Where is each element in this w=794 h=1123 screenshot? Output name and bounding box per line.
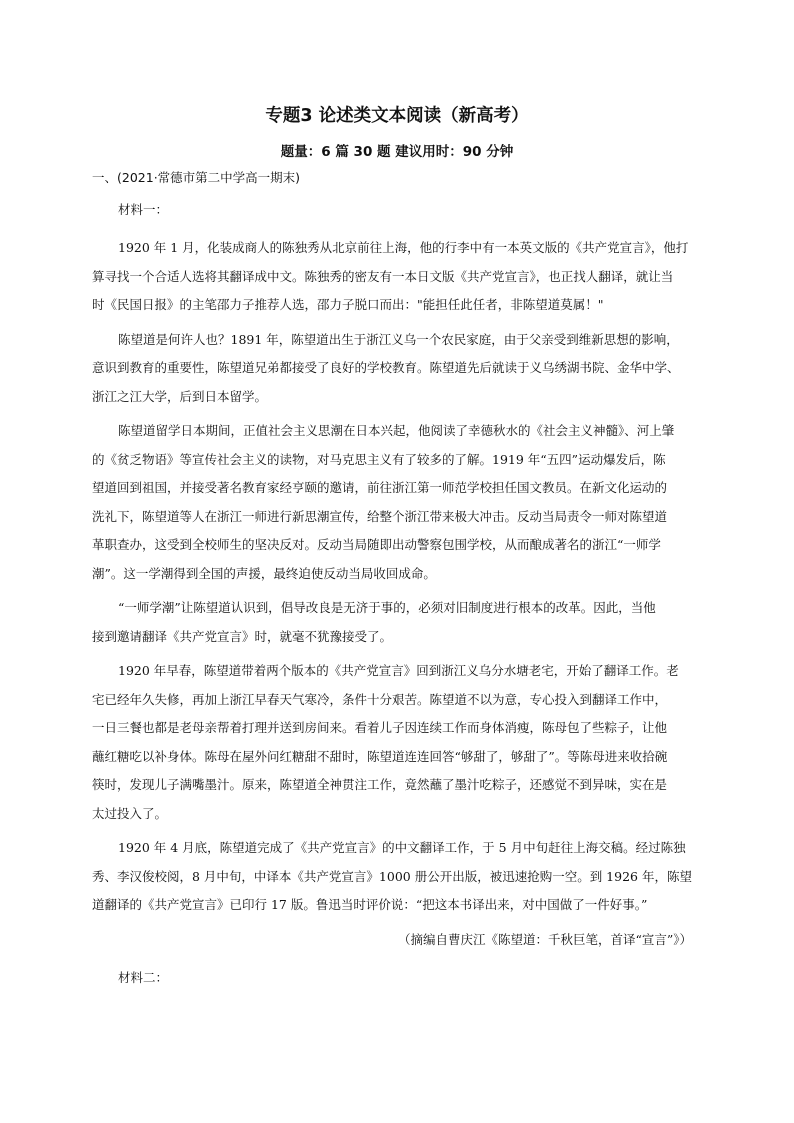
paragraph bbox=[92, 417, 702, 588]
text-line: 陈望道是何许人也？1891 年，陈望道出生于浙江义乌一个农民家庭，由于父亲受到维新思想的影响， bbox=[118, 331, 679, 347]
text-line: 秀、李汉俊校阅，8 月中旬，中译本《共产党宣言》1000 册公开出版，被迅速抢购一空。到 1926 年，陈望 bbox=[92, 868, 692, 884]
text-line: 一日三餐也都是老母亲帮着打理并送到房间来。看着儿子因连续工作而身体消瘦，陈母包了些粽子，让他 bbox=[92, 720, 668, 735]
question-heading: 一、(2021·常德市第二中学高一期末) bbox=[92, 170, 301, 185]
text-line: 洗礼下，陈望道等人在浙江一师进行新思潮宣传，给整个浙江带来极大冲击。反动当局责令一师对陈望道 bbox=[92, 508, 668, 524]
text-line: “一师学潮”让陈望道认识到，倡导改良是无济于事的，必须对旧制度进行根本的改革。因此，当他 bbox=[118, 600, 656, 615]
text-line: 1920 年 4 月底，陈望道完成了《共产党宣言》的中文翻译工作，于 5 月中旬赶往上海交稿。经过陈独 bbox=[118, 840, 686, 855]
text-line: 算寻找一个合适人选将其翻译成中文。陈独秀的密友有一本日文版《共产党宣言》，也正找人翻译，就让当 bbox=[92, 268, 674, 284]
text-line: 筷时，发现儿子满嘴墨汁。原来，陈望道全神贯注工作，竟然蘸了墨汁吃粽子，还感觉不到异味，实在是 bbox=[92, 777, 668, 792]
paragraph bbox=[92, 657, 702, 828]
text-line: 潮”。这一学潮得到全国的声援，最终迫使反动当局收回成命。 bbox=[92, 565, 436, 581]
text-line: 1920 年早春，陈望道带着两个版本的《共产党宣言》回到浙江义乌分水塘老宅，开始了翻译工作。老 bbox=[118, 663, 679, 678]
source-note: （摘编自曹庆江《陈望道：千秋巨笔，首译“宣言”》） bbox=[397, 931, 692, 947]
text-line: 时《民国日报》的主笔邵力子推荐人选，邵力子脱口而出："能担任此任者，非陈望道莫属！" bbox=[92, 297, 604, 312]
text-line: 宅已经年久失修，再加上浙江早春天气寒冷，条件十分艰苦。陈望道不以为意，专心投入到翻译工作中， bbox=[92, 691, 668, 707]
text-line: 接到邀请翻译《共产党宣言》时，就毫不犹豫接受了。 bbox=[92, 628, 393, 644]
material-one-body bbox=[92, 234, 702, 920]
text-line: 革职查办，这受到全校师生的坚决反对。反动当局随即出动警察包围学校，从而酿成著名的浙江“一师学 bbox=[92, 537, 661, 552]
paragraph bbox=[92, 326, 702, 412]
text-line: 望道回到祖国，并接受著名教育家经亨颐的邀请，前往浙江第一师范学校担任国文教员。在新文化运动的 bbox=[92, 480, 668, 495]
paragraph bbox=[92, 234, 702, 320]
text-line: 的《贫乏物语》等宣传社会主义的读物，对马克思主义有了较多的了解。1919 年“五四”运动爆发后，陈 bbox=[92, 451, 666, 467]
paragraph bbox=[92, 834, 702, 920]
paragraph bbox=[92, 594, 702, 651]
text-line: 1920 年 1 月，化装成商人的陈独秀从北京前往上海，他的行李中有一本英文版的《共产党宣言》，他打 bbox=[118, 240, 689, 255]
text-line: 意识到教育的重要性，陈望道兄弟都接受了良好的学校教育。陈望道先后就读于义乌绣湖书院、金华中学、 bbox=[92, 360, 680, 375]
document-subtitle: 题量：6 篇 30 题 建议用时：90 分钟 bbox=[280, 144, 514, 160]
material-two-label: 材料二： bbox=[118, 969, 169, 985]
text-line: 太过投入了。 bbox=[92, 805, 168, 821]
text-line: 蘸红糖吃以补身体。陈母在屋外问红糖甜不甜时，陈望道连连回答“够甜了，够甜了”。等陈母进来收拾碗 bbox=[92, 748, 668, 764]
text-line: 浙江之江大学，后到日本留学。 bbox=[92, 388, 268, 404]
text-line: 陈望道留学日本期间，正值社会主义思潮在日本兴起，他阅读了幸德秋水的《社会主义神髓》、河上肇 bbox=[118, 423, 675, 438]
material-one-label: 材料一： bbox=[118, 202, 169, 217]
document-title: 专题3 论述类文本阅读（新高考） bbox=[265, 106, 529, 126]
text-line: 道翻译的《共产党宣言》已印行 17 版。鲁迅当时评价说：“把这本书译出来，对中国做了一件好事。” bbox=[92, 897, 648, 912]
